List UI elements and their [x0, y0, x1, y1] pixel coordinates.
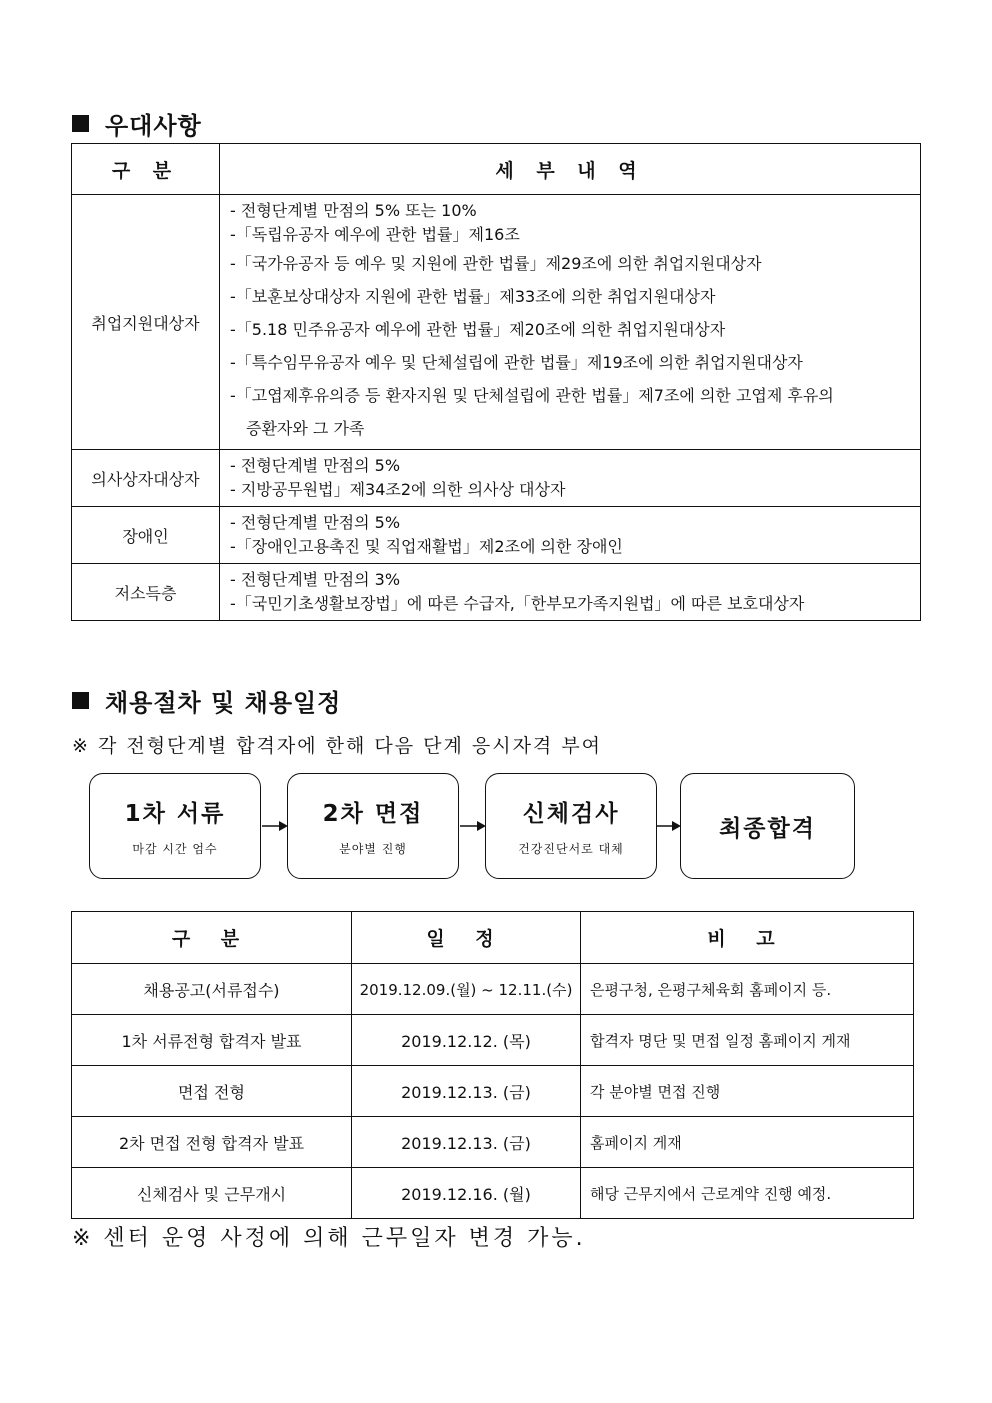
arrow-right-icon [657, 820, 681, 832]
schedule-table [71, 911, 914, 1219]
step-title: 최종합격 [719, 815, 816, 842]
cell-date: 2019.12.09.(월) ~ 12.11.(수) [352, 964, 581, 1015]
detail-line: -「국민기초생활보장법」에 따른 수급자,「한부모가족지원법」에 따른 보호대상자 [230, 594, 805, 613]
row-details [220, 195, 921, 450]
table-row [72, 1015, 914, 1066]
detail-line: - 전형단계별 만점의 5% [230, 456, 401, 475]
section-title-text: 우대사항 [105, 112, 202, 140]
header-detail: 세 부 내 역 [220, 144, 921, 195]
step-title: 신체검사 [522, 801, 620, 827]
row-category: 취업지원대상자 [72, 195, 220, 450]
table-row [72, 564, 921, 621]
cell-remarks: 합격자 명단 및 면접 일정 홈페이지 게재 [581, 1015, 914, 1066]
header-remarks: 비 고 [581, 912, 914, 964]
square-bullet-icon [72, 115, 89, 132]
cell-date: 2019.12.13. (금) [352, 1117, 581, 1168]
preferences-table [71, 143, 921, 621]
step-title: 1차 서류 [124, 801, 226, 827]
arrow-right-icon [460, 820, 486, 832]
header-date: 일 정 [352, 912, 581, 964]
step-box-physical [485, 773, 657, 879]
cell-category: 신체검사 및 근무개시 [72, 1168, 352, 1219]
header-category: 구 분 [72, 144, 220, 195]
table-row [72, 195, 921, 450]
step-subtitle: 마감 시간 엄수 [132, 842, 218, 856]
section-title-text: 채용절차 및 채용일정 [105, 689, 342, 717]
cell-category: 채용공고(서류접수) [72, 964, 352, 1015]
table-row [72, 1117, 914, 1168]
cell-remarks: 홈페이지 게재 [581, 1117, 914, 1168]
section-title-preferences [72, 106, 202, 141]
table-row [72, 507, 921, 564]
cell-remarks: 각 분야별 면접 진행 [581, 1066, 914, 1117]
row-details [220, 507, 921, 564]
detail-line: 증환자와 그 가족 [246, 419, 365, 438]
table-header-row [72, 912, 914, 964]
row-category: 장애인 [72, 507, 220, 564]
table-row [72, 1066, 914, 1117]
section-title-process [72, 683, 341, 718]
detail-line: - 전형단계별 만점의 5% [230, 513, 401, 532]
arrow-right-icon [262, 820, 288, 832]
step-box-interview [287, 773, 459, 879]
table-header-row [72, 144, 921, 195]
square-bullet-icon [72, 692, 89, 709]
step-subtitle: 건강진단서로 대체 [518, 842, 624, 856]
row-details [220, 564, 921, 621]
step-title: 2차 면접 [322, 801, 424, 827]
detail-line: -「국가유공자 등 예우 및 지원에 관한 법률」제29조에 의한 취업지원대상자 [230, 254, 762, 273]
detail-line: - 전형단계별 만점의 3% [230, 570, 401, 589]
detail-line: -「독립유공자 예우에 관한 법률」제16조 [230, 225, 520, 244]
step-box-document [89, 773, 261, 879]
cell-remarks: 해당 근무지에서 근로계약 진행 예정. [581, 1168, 914, 1219]
cell-category: 면접 전형 [72, 1066, 352, 1117]
detail-line: - 전형단계별 만점의 5% 또는 10% [230, 201, 477, 220]
process-note: ※ 각 전형단계별 합격자에 한해 다음 단계 응시자격 부여 [72, 735, 603, 757]
step-box-final [680, 773, 855, 879]
row-category: 저소득층 [72, 564, 220, 621]
row-details [220, 450, 921, 507]
table-row [72, 1168, 914, 1219]
table-row [72, 450, 921, 507]
cell-category: 1차 서류전형 합격자 발표 [72, 1015, 352, 1066]
detail-line: -「보훈보상대상자 지원에 관한 법률」제33조에 의한 취업지원대상자 [230, 287, 716, 306]
detail-line: -「특수임무유공자 예우 및 단체설립에 관한 법률」제19조에 의한 취업지원대상자 [230, 353, 803, 372]
cell-remarks: 은평구청, 은평구체육회 홈페이지 등. [581, 964, 914, 1015]
detail-line: -「고엽제후유의증 등 환자지원 및 단체설립에 관한 법률」제7조에 의한 고엽제 후유의 [230, 386, 834, 405]
detail-line: -「장애인고용촉진 및 직업재활법」제2조에 의한 장애인 [230, 537, 623, 556]
footer-note: ※ 센터 운영 사정에 의해 근무일자 변경 가능. [72, 1226, 586, 1251]
row-category: 의사상자대상자 [72, 450, 220, 507]
cell-date: 2019.12.12. (목) [352, 1015, 581, 1066]
cell-date: 2019.12.16. (월) [352, 1168, 581, 1219]
table-row [72, 964, 914, 1015]
cell-date: 2019.12.13. (금) [352, 1066, 581, 1117]
detail-line: -「5.18 민주유공자 예우에 관한 법률」제20조에 의한 취업지원대상자 [230, 320, 726, 339]
cell-category: 2차 면접 전형 합격자 발표 [72, 1117, 352, 1168]
step-subtitle: 분야별 진행 [339, 842, 407, 856]
detail-line: - 지방공무원법」제34조2에 의한 의사상 대상자 [230, 480, 566, 499]
header-category: 구 분 [72, 912, 352, 964]
